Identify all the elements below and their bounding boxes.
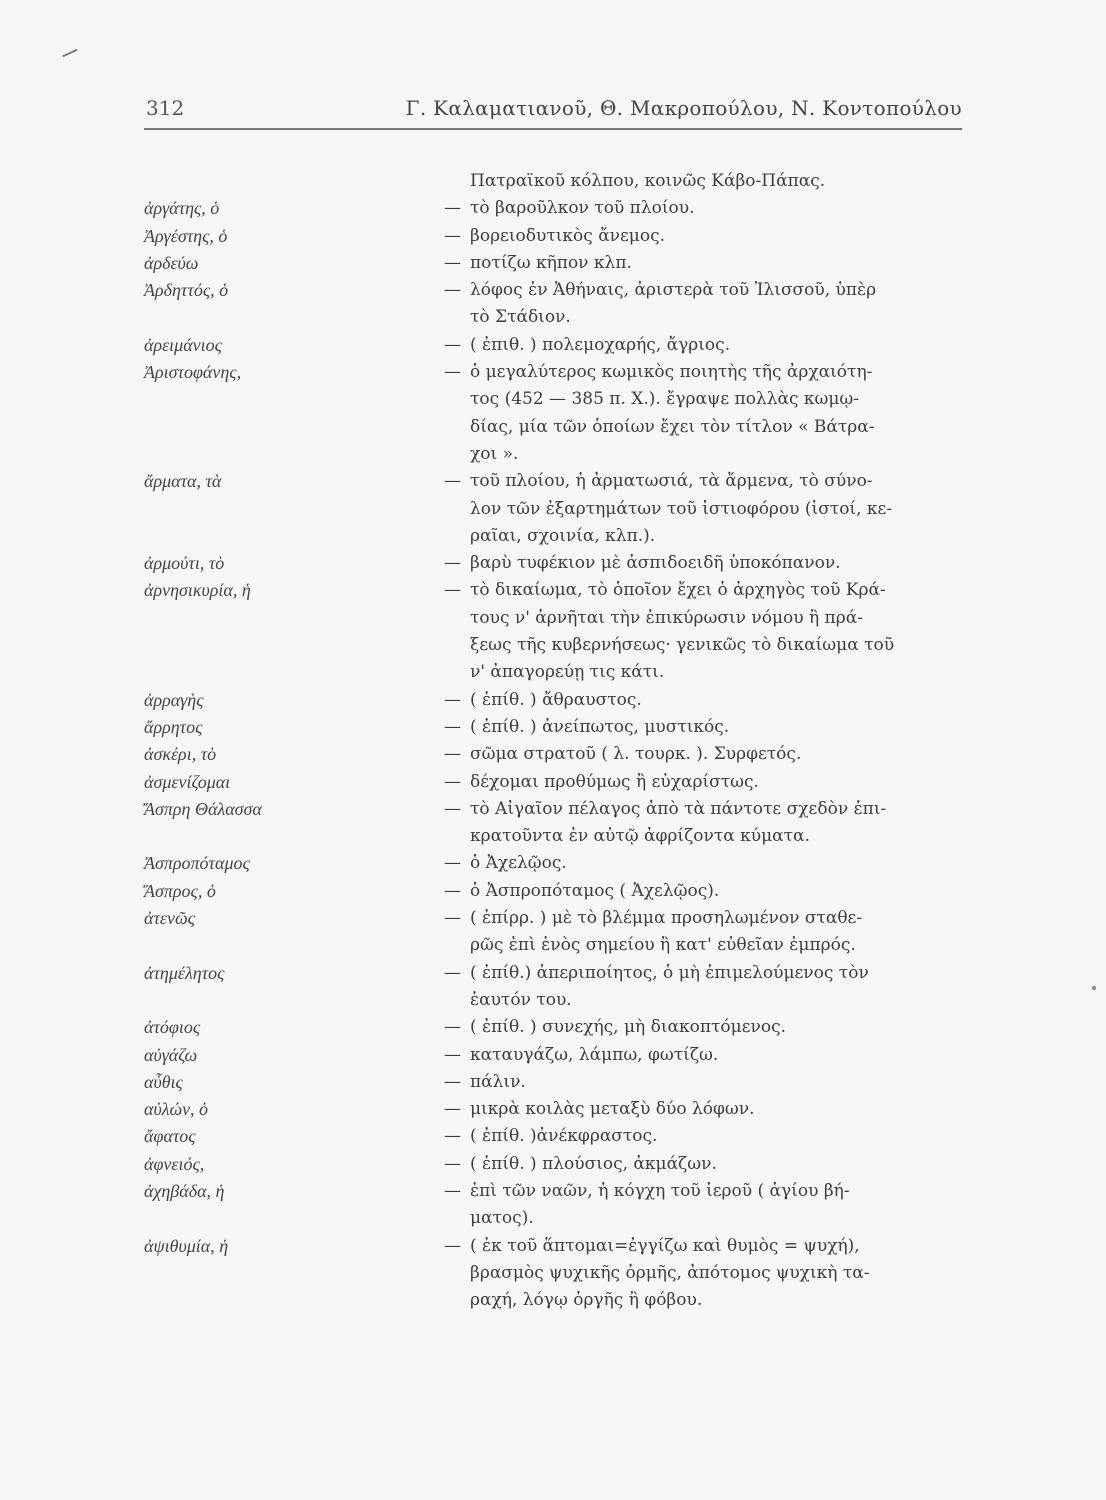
entry-term: ἄρματα, τὰ [144, 471, 222, 492]
glossary-entry [144, 741, 964, 768]
entry-dash: — [444, 689, 461, 710]
entry-definition [470, 332, 964, 359]
entry-definition [470, 250, 964, 277]
glossary-entry [144, 359, 964, 468]
entry-term: ἀψιθυμία, ἡ [144, 1235, 229, 1256]
entry-term: ἀρδεύω [144, 252, 199, 273]
entry-term: αὐγάζω [144, 1044, 198, 1065]
entry-definition [470, 195, 964, 222]
definition-line: τος (452 — 385 π. Χ.). ἔγραψε πολλὰς κωμῳ- [470, 389, 860, 410]
entry-definition [470, 1042, 964, 1069]
entry-definition [470, 741, 964, 768]
entry-definition [470, 277, 964, 332]
entry-definition [470, 960, 964, 1015]
entry-definition [470, 1178, 964, 1233]
entry-dash: — [444, 744, 461, 765]
entry-dash: — [444, 1126, 461, 1147]
entry-dash: — [444, 1099, 461, 1120]
definition-line: ραχή, λόγῳ ὀργῆς ἢ φόβου. [470, 1290, 703, 1311]
entry-dash: — [444, 1153, 461, 1174]
entry-dash: — [444, 716, 461, 737]
definition-line: ραῖαι, σχοινία, κλπ.). [470, 525, 656, 546]
entry-definition [470, 1233, 964, 1315]
definition-line: ( ἐπίθ. ) ἄθραυστος. [470, 689, 642, 710]
entry-term: ἀτόφιος [144, 1017, 201, 1038]
entry-dash: — [444, 771, 461, 792]
glossary-entry [144, 878, 964, 905]
scan-speck [1092, 986, 1096, 990]
definition-line: ( ἐπίθ. ) ἀνείπωτος, μυστικός. [470, 716, 730, 737]
entry-dash: — [444, 798, 461, 819]
entry-definition [470, 878, 964, 905]
entry-dash: — [444, 225, 461, 246]
entry-term: ἀτημέλητος [144, 962, 225, 983]
entry-dash: — [444, 252, 461, 273]
entry-dash: — [444, 1235, 461, 1256]
glossary-entry [144, 1123, 964, 1150]
entry-definition [470, 850, 964, 877]
glossary-entry [144, 468, 964, 550]
entry-dash: — [444, 1044, 461, 1065]
glossary-entry [144, 1042, 964, 1069]
definition-line: πάλιν. [470, 1071, 526, 1092]
entry-definition [470, 1069, 964, 1096]
entry-dash: — [444, 853, 461, 874]
glossary-entry [144, 277, 964, 332]
glossary-entry [144, 195, 964, 222]
entry-dash: — [444, 334, 461, 355]
definition-line: τους ν' ἀρνῆται τὴν ἐπικύρωσιν νόμου ἢ πρά- [470, 607, 863, 628]
definition-line: μικρὰ κοιλὰς μεταξὺ δύο λόφων. [470, 1099, 755, 1120]
definition-line: ματος). [470, 1208, 534, 1229]
definition-line: καταυγάζω, λάμπω, φωτίζω. [470, 1044, 719, 1065]
entry-definition [470, 468, 964, 550]
definition-line: ἐπὶ τῶν ναῶν, ἡ κόγχη τοῦ ἱεροῦ ( ἁγίου βή- [470, 1180, 850, 1201]
entry-term: ἄρρητος [144, 716, 203, 737]
definition-line: κρατοῦντα ἐν αὐτῷ ἀφρίζοντα κύματα. [470, 826, 810, 847]
entry-definition [470, 223, 964, 250]
entry-definition [470, 359, 964, 468]
definition-line: ( ἐπίρρ. ) μὲ τὸ βλέμμα προσηλωμένον σταθε- [470, 908, 863, 929]
entry-term: ἀτενῶς [144, 908, 195, 929]
entry-definition [470, 769, 964, 796]
definition-line: ξεως τῆς κυβερνήσεως· γενικῶς τὸ δικαίωμα τοῦ [470, 635, 895, 656]
entry-dash: — [444, 1180, 461, 1201]
entry-term: ἀρμούτι, τὸ [144, 553, 225, 574]
entry-term: Ἄσπρος, ὁ [144, 880, 216, 901]
entry-dash: — [444, 962, 461, 983]
entry-definition [470, 577, 964, 686]
entry-term: Ἄσπρη Θάλασσα [144, 798, 262, 819]
entry-dash: — [444, 1017, 461, 1038]
definition-line: δέχομαι προθύμως ἢ εὐχαρίστως. [470, 771, 759, 792]
glossary-entry [144, 1096, 964, 1123]
definition-line: ποτίζω κῆπον κλπ. [470, 252, 632, 273]
definition-line: δίας, μία τῶν ὁποίων ἔχει τὸν τίτλον « Βάτρα- [470, 416, 875, 437]
definition-line: ρῶς ἐπὶ ἑνὸς σημείου ἢ κατ' εὐθεῖαν ἐμπρός. [470, 935, 856, 956]
definition-line: ὁ Ἀχελῷος. [470, 853, 567, 874]
definition-line: βορειοδυτικὸς ἄνεμος. [470, 225, 666, 246]
entry-term: αὐλών, ὁ [144, 1099, 209, 1120]
definition-line: ( ἐκ τοῦ ἅπτομαι=ἐγγίζω καὶ θυμὸς = ψυχή), [470, 1235, 860, 1256]
entry-dash: — [444, 280, 461, 301]
entry-definition [470, 550, 964, 577]
entry-dash: — [444, 362, 461, 383]
glossary-entry [144, 1069, 964, 1096]
entry-term: ἄφατος [144, 1126, 196, 1147]
entry-term: Ἀρδηττός, ὁ [144, 280, 229, 301]
definition-line: λόφος ἐν Ἀθήναις, ἀριστερὰ τοῦ Ἰλισσοῦ, ὑπὲρ [470, 280, 877, 301]
glossary-entry [144, 905, 964, 960]
entry-dash: — [444, 471, 461, 492]
entry-term: ἀσμενίζομαι [144, 771, 231, 792]
glossary-entry [144, 1178, 964, 1233]
continuation-line: Πατραϊκοῦ κόλπου, κοινῶς Κάβο-Πάπας. [470, 171, 826, 191]
glossary-entry [144, 714, 964, 741]
definition-line: τὸ Αἰγαῖον πέλαγος ἀπὸ τὰ πάντοτε σχεδὸν ἐπι- [470, 798, 887, 819]
pen-mark [62, 49, 77, 58]
definition-line: ἑαυτόν του. [470, 989, 572, 1010]
entry-term: Ἀργέστης, ὁ [144, 225, 228, 246]
definition-line: ὁ μεγαλύτερος κωμικὸς ποιητὴς τῆς ἀρχαιότη- [470, 362, 873, 383]
glossary-entry [144, 769, 964, 796]
entry-dash: — [444, 880, 461, 901]
glossary-entry [144, 960, 964, 1015]
entry-definition [470, 1096, 964, 1123]
definition-line: ( ἐπίθ. ) συνεχής, μὴ διακοπτόμενος. [470, 1017, 787, 1038]
definition-line: τὸ Στάδιον. [470, 307, 571, 328]
entry-term: αὖθις [144, 1071, 183, 1092]
glossary-entry [144, 1151, 964, 1178]
entry-term: ἀρνησικυρία, ἡ [144, 580, 251, 601]
entry-dash: — [444, 580, 461, 601]
definition-line: ὁ Ἀσπροπόταμος ( Ἀχελῷος). [470, 880, 720, 901]
glossary-entry [144, 796, 964, 851]
entry-term: Ἀριστοφάνης, [144, 362, 242, 383]
entry-term: ἀφνειός, [144, 1153, 205, 1174]
definition-line: τὸ βαροῦλκον τοῦ πλοίου. [470, 198, 695, 219]
entry-term: ἀρραγὴς [144, 689, 204, 710]
page-number: 312 [146, 96, 185, 120]
definition-line: ( ἐπιθ. ) πολεμοχαρής, ἄγριος. [470, 334, 731, 355]
entry-term: Ἀσπροπόταμος [144, 853, 250, 874]
entry-dash: — [444, 908, 461, 929]
entry-term: ἀρειμάνιος [144, 334, 222, 355]
glossary-entry [144, 687, 964, 714]
glossary-entry [144, 850, 964, 877]
definition-line: βαρὺ τυφέκιον μὲ ἀσπιδοειδῆ ὑποκόπανον. [470, 553, 841, 574]
glossary-entry [144, 223, 964, 250]
glossary-entry [144, 250, 964, 277]
definition-line: τὸ δικαίωμα, τὸ ὁποῖον ἔχει ὁ ἀρχηγὸς τοῦ Κρά- [470, 580, 886, 601]
definition-line: χοι ». [470, 443, 519, 464]
entry-definition [470, 714, 964, 741]
entry-dash: — [444, 198, 461, 219]
entry-definition [470, 1151, 964, 1178]
definition-line: ν' ἀπαγορεύῃ τις κάτι. [470, 662, 665, 683]
entry-definition [470, 687, 964, 714]
entry-term: ἀργάτης, ὁ [144, 198, 220, 219]
glossary-body [144, 168, 964, 1314]
glossary-entry [144, 1233, 964, 1315]
definition-line: ( ἐπίθ. )ἀνέκφραστος. [470, 1126, 658, 1147]
definition-line: ( ἐπίθ. ) πλούσιος, ἀκμάζων. [470, 1153, 717, 1174]
entry-definition [470, 905, 964, 960]
glossary-entry [144, 332, 964, 359]
glossary-entry [144, 550, 964, 577]
definition-line: τοῦ πλοίου, ἡ ἀρματωσιά, τὰ ἄρμενα, τὸ σύνο- [470, 471, 873, 492]
running-head: Γ. Καλαματιανοῦ, Θ. Μακροπούλου, Ν. Κοντοπούλου [405, 96, 962, 120]
entry-dash: — [444, 553, 461, 574]
glossary-entry [144, 577, 964, 686]
entry-term: ἀσκέρι, τὸ [144, 744, 217, 765]
definition-line: βρασμὸς ψυχικῆς ὁρμῆς, ἀπότομος ψυχικὴ τα- [470, 1262, 870, 1283]
header-rule [144, 128, 962, 130]
definition-line: σῶμα στρατοῦ ( λ. τουρκ. ). Συρφετός. [470, 744, 802, 765]
entry-definition [470, 1014, 964, 1041]
entry-definition [470, 1123, 964, 1150]
glossary-entry [144, 1014, 964, 1041]
definition-line: ( ἐπίθ.) ἀπεριποίητος, ὁ μὴ ἐπιμελούμενος τὸν [470, 962, 869, 983]
entry-dash: — [444, 1071, 461, 1092]
entry-term: ἀχηβάδα, ἡ [144, 1180, 225, 1201]
definition-line: λον τῶν ἐξαρτημάτων τοῦ ἱστιοφόρου (ἱστοί, κε- [470, 498, 893, 519]
entry-definition [470, 796, 964, 851]
